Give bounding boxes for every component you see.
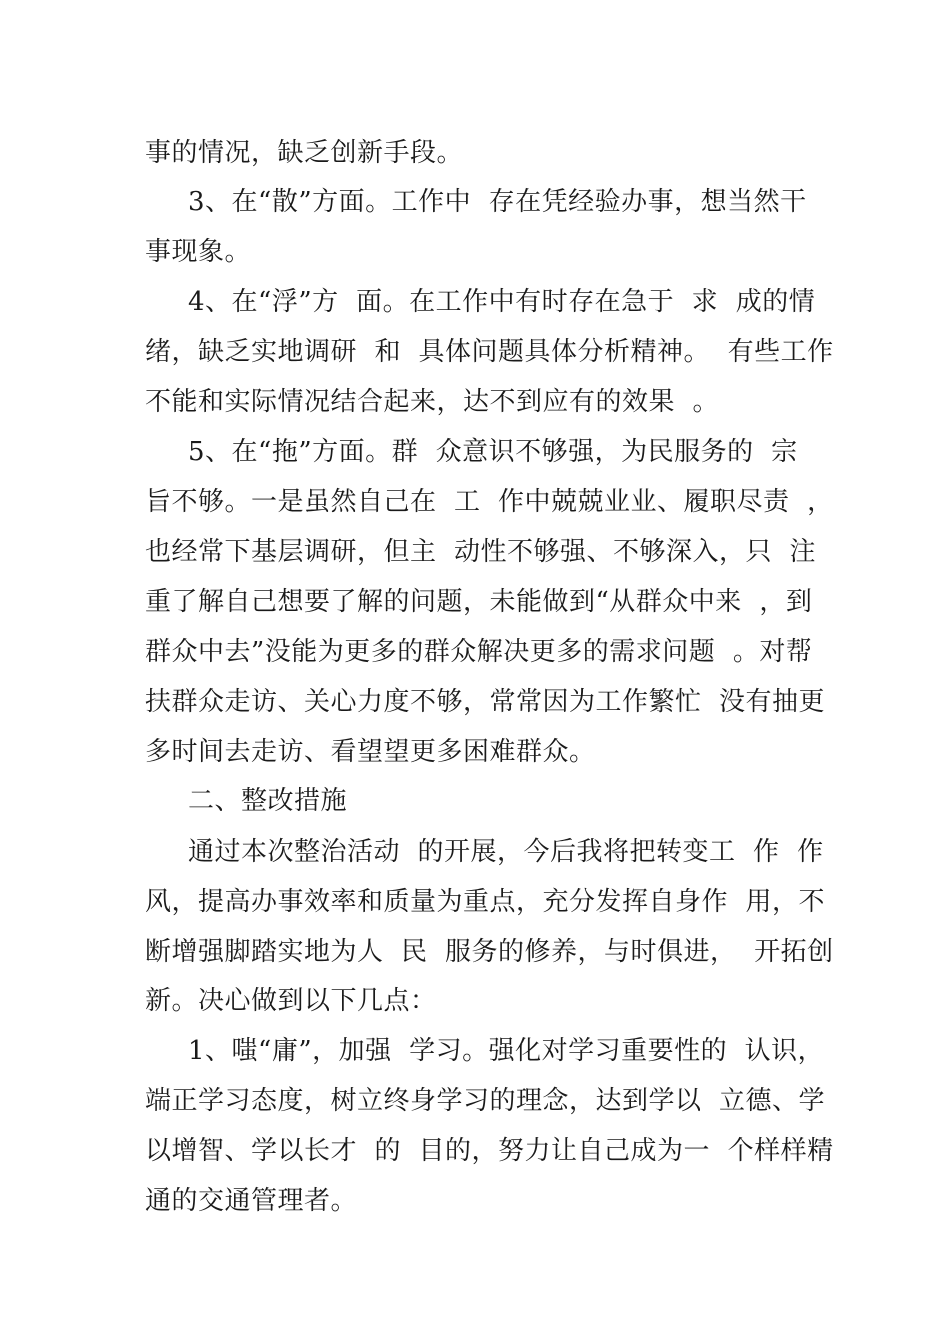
text-line: 1、嗤“庸”，加强 学习。强化对学习重要性的 认识， <box>188 1036 825 1066</box>
text-line: 也经常下基层调研，但主 动性不够强、不够深入，只 注 <box>145 537 817 567</box>
text-line: 事现象。 <box>145 237 252 267</box>
text-line: 3、在“散”方面。工作中 存在凭经验办事，想当然干 <box>188 187 807 217</box>
text-line: 5、在“拖”方面。群 众意识不够强，为民服务的 宗 <box>188 437 798 467</box>
text-line: 事的情况，缺乏创新手段。 <box>145 138 464 168</box>
section-heading: 二、整改措施 <box>188 786 348 816</box>
text-line: 通的交通管理者。 <box>145 1186 358 1216</box>
text-line: 新。决心做到以下几点： <box>145 986 437 1016</box>
text-line: 多时间去走访、看望望更多困难群众。 <box>145 737 596 767</box>
text-line: 断增强脚踏实地为人 民 服务的修养，与时俱进， 开拓创 <box>145 937 834 967</box>
text-line: 旨不够。一是虽然自己在 工 作中兢兢业业、履职尽责 ， <box>145 487 834 517</box>
text-line: 群众中去”没能为更多的群众解决更多的需求问题 。对帮 <box>145 637 813 667</box>
text-line: 端正学习态度，树立终身学习的理念，达到学以 立德、学 <box>145 1086 826 1116</box>
text-line: 通过本次整治活动 的开展，今后我将把转变工 作 作 <box>188 837 824 867</box>
text-line: 绪，缺乏实地调研 和 具体问题具体分析精神。 有些工作 <box>145 337 834 367</box>
text-line: 重了解自己想要了解的问题，未能做到“从群众中来 ，到 <box>145 587 813 617</box>
text-line: 扶群众走访、关心力度不够，常常因为工作繁忙 没有抽更 <box>145 687 826 717</box>
text-line: 4、在“浮”方 面。在工作中有时存在急于 求 成的情 <box>188 287 816 317</box>
text-line: 以增智、学以长才 的 目的，努力让自己成为一 个样样精 <box>145 1136 834 1166</box>
text-line: 风，提高办事效率和质量为重点，充分发挥自身作 用，不 <box>145 887 826 917</box>
text-line: 不能和实际情况结合起来，达不到应有的效果 。 <box>145 387 720 417</box>
